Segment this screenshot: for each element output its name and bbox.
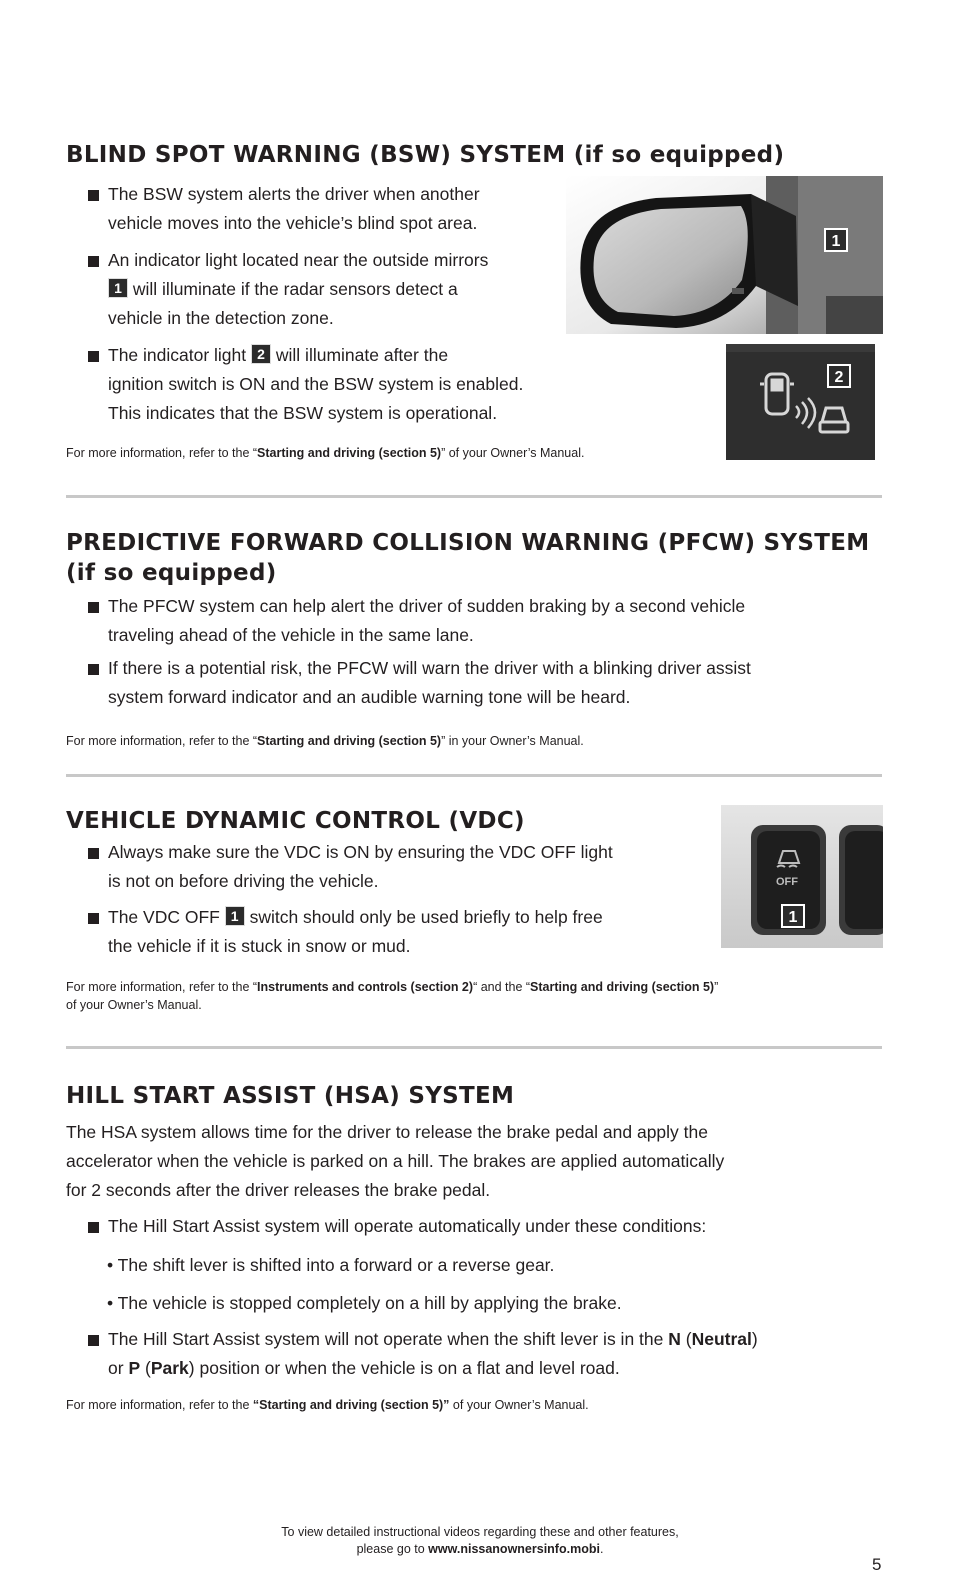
- bullet-square-icon: [88, 1222, 99, 1233]
- vdc-switch-off-label: OFF: [776, 876, 798, 888]
- bsw-b1-line1: The BSW system alerts the driver when another: [108, 184, 480, 204]
- vdc-note: For more information, refer to the “Instruments and controls (section 2)“ and the “Starting and driving (section 5)” of your Owner’s Manual.: [66, 980, 719, 1012]
- bullet-square-icon: [88, 913, 99, 924]
- bullet-square-icon: [88, 848, 99, 859]
- bullet-square-icon: [88, 664, 99, 675]
- page-footer: To view detailed instructional videos regarding these and other features, please go to www.nissanownersinfo.mobi.: [281, 1525, 679, 1556]
- bsw-b3-line3: This indicates that the BSW system is operational.: [108, 403, 498, 423]
- bullet-square-icon: [88, 256, 99, 267]
- bsw-b3-post: will illuminate after the: [275, 345, 449, 365]
- bullet-square-icon: [88, 351, 99, 362]
- bsw-indicator-image: [726, 344, 875, 460]
- bsw-b2-line1: An indicator light located near the outside mirrors: [108, 250, 489, 270]
- bullet-square-icon: [88, 1335, 99, 1346]
- bsw-b1-line2: vehicle moves into the vehicle’s blind spot area.: [108, 213, 478, 233]
- footer-link[interactable]: www.nissanownersinfo.mobi: [428, 1542, 600, 1556]
- hsa-sub-bullet-2: • The vehicle is stopped completely on a hill by applying the brake.: [107, 1293, 622, 1313]
- bsw-title: BLIND SPOT WARNING (BSW) SYSTEM (if so equipped): [66, 142, 785, 168]
- side-mirror-image: [566, 176, 883, 334]
- callout-badge-2: 2: [251, 344, 271, 364]
- callout-badge-1: 1: [225, 906, 245, 926]
- callout-badge-1: 1: [108, 278, 128, 298]
- hsa-title: HILL START ASSIST (HSA) SYSTEM: [66, 1083, 515, 1109]
- bullet-square-icon: [88, 602, 99, 613]
- hsa-paragraph: The HSA system allows time for the driver to release the brake pedal and apply the accelerator when the vehicle is parked on a hill. The brakes are applied automatically for 2 seconds after the driver releases the brake pedal.: [66, 1122, 725, 1200]
- bsw-b2-line3: vehicle in the detection zone.: [108, 308, 334, 328]
- callout-2-indicator: 2: [827, 364, 851, 388]
- bsw-b2-line2: will illuminate if the radar sensors detect a: [132, 279, 458, 299]
- pfcw-title: PREDICTIVE FORWARD COLLISION WARNING (PFCW) SYSTEM (if so equipped): [66, 530, 870, 586]
- page-number: 5: [872, 1555, 882, 1574]
- bullet-square-icon: [88, 190, 99, 201]
- pfcw-note: For more information, refer to the “Starting and driving (section 5)” in your Owner’s Manual.: [66, 734, 584, 748]
- hsa-sub-bullet-1: • The shift lever is shifted into a forward or a reverse gear.: [107, 1255, 555, 1275]
- hsa-note: For more information, refer to the “Starting and driving (section 5)” of your Owner’s Manual.: [66, 1398, 589, 1412]
- section-divider: [66, 495, 882, 498]
- vdc-title: VEHICLE DYNAMIC CONTROL (VDC): [66, 808, 525, 834]
- callout-1-mirror: 1: [824, 228, 848, 252]
- bsw-note: For more information, refer to the “Starting and driving (section 5)” of your Owner’s Manual.: [66, 446, 585, 460]
- section-divider: [66, 1046, 882, 1049]
- vdc-off-switch-image: [721, 805, 883, 948]
- callout-1-vdc-switch: 1: [781, 904, 805, 928]
- section-divider: [66, 774, 882, 777]
- bsw-b3-pre: The indicator light: [108, 345, 247, 365]
- bsw-b3-line2: ignition switch is ON and the BSW system is enabled.: [108, 374, 524, 394]
